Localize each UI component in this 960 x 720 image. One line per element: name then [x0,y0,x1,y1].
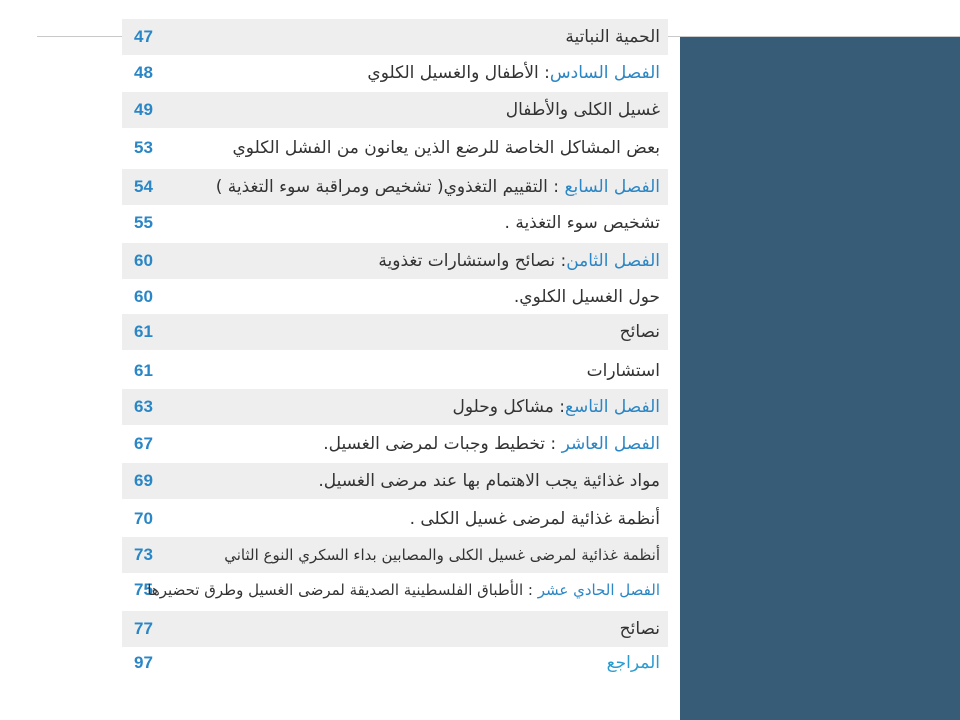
toc-page-number: 48 [134,63,153,82]
toc-entry [587,353,660,389]
toc-entry [224,537,660,573]
toc-entry [216,169,660,205]
toc-row [122,92,668,128]
toc-entry [565,19,660,55]
toc-chapter-label: الفصل التاسع [564,397,660,417]
toc-entry-text: : نصائح واستشارات تغذوية [378,251,567,271]
toc-row [122,463,668,499]
toc-page-number: 60 [134,251,153,270]
toc-entry-text: : الأطفال والغسيل الكلوي [367,63,550,83]
toc-entry [318,463,660,499]
toc-entry-text: استشارات [586,361,660,381]
toc-page-number: 73 [134,545,153,564]
toc-chapter-label: الفصل السادس [549,63,660,83]
toc-row [122,645,668,681]
toc-entry [232,130,660,166]
toc-entry [323,426,660,462]
toc-entry-text: أنظمة غذائية لمرضى غسيل الكلى والمصابين بداء السكري النوع الثاني [224,546,660,564]
toc-page-number: 49 [134,100,153,119]
toc-row [122,501,668,537]
toc-entry-text: الحمية النباتية [565,27,660,47]
toc-page-number: 54 [134,177,153,196]
toc-chapter-label: الفصل الثامن [566,251,660,271]
toc-entry [514,279,660,315]
toc-entry [378,243,660,279]
toc-entry-text: غسيل الكلى والأطفال [505,100,660,120]
toc-row [122,279,668,315]
toc-page-number: 61 [134,361,153,380]
toc-page-number: 69 [134,471,153,490]
toc-entry [453,389,660,425]
toc-entry [506,92,660,128]
toc-page-number: 47 [134,27,153,46]
toc-row [122,389,668,425]
toc-page-number: 97 [134,653,153,672]
toc-chapter-label: الفصل السابع [564,177,660,197]
toc-entry [367,55,660,91]
toc-page-number: 75 [134,580,153,599]
toc-row [122,55,668,91]
toc-page-number: 60 [134,287,153,306]
toc-row [122,572,668,608]
toc-entry [620,611,660,647]
toc-entry-text: : تخطيط وجبات لمرضى الغسيل. [323,434,562,454]
toc-entry-text: نصائح [619,619,660,639]
toc-entry-text: تشخيص سوء التغذية . [504,213,660,233]
toc-references-label: المراجع [606,653,660,673]
toc-row [122,169,668,205]
table-of-contents [122,27,668,682]
toc-entry-text: : الأطباق الفلسطينية الصديقة لمرضى الغسيل وطرق تحضيرها [147,581,538,599]
toc-row [122,314,668,350]
toc-entry [410,501,660,537]
toc-entry-text: مواد غذائية يجب الاهتمام بها عند مرضى الغسيل. [318,471,660,491]
toc-entry [607,645,660,681]
toc-entry-text: حول الغسيل الكلوي. [513,287,660,307]
toc-page-number: 55 [134,213,153,232]
toc-row [122,537,668,573]
toc-entry-text: نصائح [619,322,660,342]
toc-page-number: 61 [134,322,153,341]
side-decorative-panel [680,37,960,720]
toc-entry [147,572,660,608]
toc-row [122,130,668,166]
toc-chapter-label: الفصل الحادي عشر [537,581,660,599]
toc-page-number: 77 [134,619,153,638]
toc-entry [620,314,660,350]
toc-entry-text: أنظمة غذائية لمرضى غسيل الكلى . [409,509,660,529]
toc-row [122,611,668,647]
toc-row [122,205,668,241]
toc-row [122,426,668,462]
toc-row [122,353,668,389]
toc-entry-text: : التقييم التغذوي( تشخيص ومراقبة سوء التغذية ) [215,177,565,197]
toc-entry-text: : مشاكل وحلول [452,397,565,417]
toc-chapter-label: الفصل العاشر [561,434,660,454]
toc-row [122,19,668,55]
toc-page-number: 67 [134,434,153,453]
toc-page-number: 63 [134,397,153,416]
toc-entry-text: بعض المشاكل الخاصة للرضع الذين يعانون من الفشل الكلوي [232,138,660,158]
toc-page-number: 53 [134,138,153,157]
toc-entry [505,205,660,241]
toc-page-number: 70 [134,509,153,528]
toc-row [122,243,668,279]
